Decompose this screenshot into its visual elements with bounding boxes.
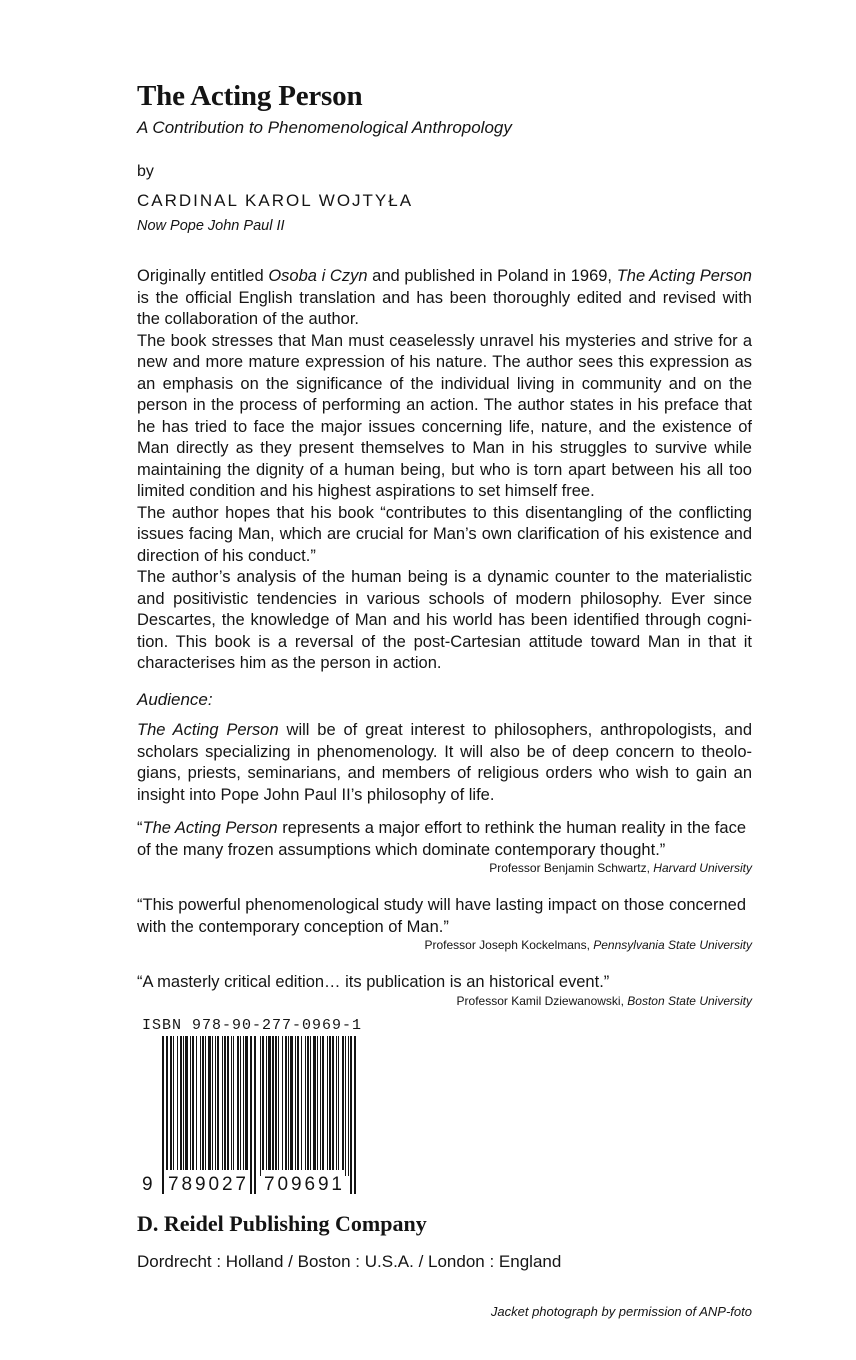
review-quote-1	[137, 818, 752, 875]
barcode-bar	[245, 1036, 248, 1176]
barcode-bar	[190, 1036, 191, 1176]
barcode-left-digits: 789027	[168, 1174, 246, 1194]
photo-credit: Jacket photograph by permission of ANP-foto	[490, 1304, 752, 1319]
barcode-bar	[260, 1036, 261, 1176]
original-title: Osoba i Czyn	[268, 267, 368, 285]
barcode-bar	[170, 1036, 172, 1176]
barcode-bar	[180, 1036, 182, 1176]
barcode-bar	[200, 1036, 201, 1176]
description-paragraph-4: The author’s analysis of the human being is a dynamic counter to the materialistic and positivistic tendencies in various schools of modern philosophy. Ever since Descartes, the knowledge of Man and his world has been identified through cognition. This book is a reversal of the post-Cartesian attitude toward Man in that it characterises him as the person in action.	[137, 568, 752, 672]
barcode-bar	[205, 1036, 206, 1176]
quote-attribution: Professor Joseph Kockelmans, Pennsylvania State University	[424, 938, 752, 952]
barcode-bar	[275, 1036, 277, 1176]
barcode-bar	[317, 1036, 318, 1176]
author-name: CARDINAL KAROL WOJTYŁA	[137, 191, 414, 210]
author-note: Now Pope John Paul II	[137, 218, 285, 234]
barcode-bar	[301, 1036, 302, 1176]
barcode-bar	[332, 1036, 334, 1176]
barcode-bar	[266, 1036, 267, 1176]
barcode-bar	[222, 1036, 223, 1176]
barcode-right-digits: 709691	[264, 1174, 342, 1194]
audience-text: The Acting Person will be of great interest to philosophers, anthropologists, and scholars specializing in phenomenology. It will also be of deep concern to theologians, priests, seminarians, and members of religious orders who wish to gain an insight into Pope John Paul II’s philosophy of life.	[137, 721, 752, 804]
barcode-bar	[243, 1036, 244, 1176]
publisher-locations: Dordrecht : Holland / Boston : U.S.A. / London : England	[137, 1252, 562, 1271]
description-paragraph-3: The author hopes that his book “contributes to this disentangling of the conflicting issues facing Man, which are crucial for Man’s own clarification of his existence and direction of his conduct.”	[137, 503, 752, 565]
barcode-guard-bar	[254, 1036, 256, 1194]
barcode-bar	[212, 1036, 213, 1176]
barcode-bar	[231, 1036, 232, 1176]
description	[137, 266, 752, 675]
review-quote-3	[137, 972, 752, 1008]
barcode-bar	[268, 1036, 271, 1176]
barcode-lead-digit: 9	[142, 1174, 153, 1194]
barcode-bar	[297, 1036, 299, 1176]
barcode-bar	[345, 1036, 346, 1176]
book-title-inline: The Acting Person	[616, 267, 752, 285]
barcode-bar	[307, 1036, 309, 1176]
barcode-guard-bar	[250, 1036, 252, 1194]
barcode-bar	[177, 1036, 178, 1176]
barcode-bar	[282, 1036, 283, 1176]
barcode-bar	[215, 1036, 216, 1176]
barcode-bar	[217, 1036, 219, 1176]
publisher-name: D. Reidel Publishing Company	[137, 1211, 427, 1236]
barcode-bar	[295, 1036, 296, 1176]
barcode-bar	[227, 1036, 229, 1176]
barcode-bar	[329, 1036, 331, 1176]
book-subtitle: A Contribution to Phenomenological Anthropology	[137, 118, 512, 137]
quote-text: “The Acting Person represents a major effort to rethink the human reality in the face of the many frozen assumptions which dominate contemporary thought.”	[137, 819, 746, 859]
by-label: by	[137, 163, 154, 180]
barcode-bar	[327, 1036, 328, 1176]
barcode-bar	[233, 1036, 234, 1176]
barcode-bar	[185, 1036, 188, 1176]
barcode-bar	[338, 1036, 339, 1176]
barcode-bar	[202, 1036, 204, 1176]
description-paragraph-2: The book stresses that Man must ceaselessly unravel his mysteries and strive for a new and more mature expression of his nature. The author sees this expression as an emphasis on the significance of the individual living in community and on the person in the process of performing an action. The author states in his preface that he has tried to face the major issues concerning life, nature, and the existence of Man directly as they present themselves to Man in his struggles to survive while maintaining the dignity of a human being, but who is torn apart between his all too limited condition and his highest aspirations to set himself free.	[137, 331, 752, 500]
barcode-bar	[320, 1036, 321, 1176]
barcode-bar	[313, 1036, 316, 1176]
barcode-bar	[237, 1036, 239, 1176]
barcode-bar	[224, 1036, 226, 1176]
quote-text: “This powerful phenomenological study will have lasting impact on those concerned with the contemporary conception of Man.”	[137, 896, 747, 936]
description-paragraph-1: Originally entitled Osoba i Czyn and published in Poland in 1969, The Acting Person is the official English translation and has been thoroughly edited and revised with the collaboration of the author.	[137, 267, 752, 328]
barcode-bar	[278, 1036, 279, 1176]
barcode-bar	[196, 1036, 197, 1176]
audience-heading: Audience:	[137, 690, 213, 709]
book-title: The Acting Person	[137, 80, 363, 112]
barcode-bar	[240, 1036, 241, 1176]
barcode-bar	[183, 1036, 184, 1176]
barcode-bar	[173, 1036, 174, 1176]
barcode-guard-bar	[162, 1036, 164, 1194]
quote-attribution: Professor Kamil Dziewanowski, Boston State University	[456, 993, 752, 1008]
barcode-bar	[322, 1036, 324, 1176]
barcode-bar	[305, 1036, 306, 1176]
review-quote-2	[137, 895, 752, 952]
barcode-bar	[348, 1036, 349, 1176]
barcode-bar	[288, 1036, 289, 1176]
barcode-guard-bar	[354, 1036, 356, 1194]
barcode-bar	[192, 1036, 194, 1176]
barcode	[142, 1036, 362, 1194]
quote-attribution: Professor Benjamin Schwartz, Harvard University	[489, 861, 752, 875]
barcode-bar	[336, 1036, 337, 1176]
barcode-bar	[262, 1036, 264, 1176]
isbn-number: ISBN 978-90-277-0969-1	[142, 1017, 363, 1034]
barcode-bar	[290, 1036, 293, 1176]
quote-text: “A masterly critical edition… its publication is an historical event.”	[137, 973, 610, 991]
barcode-bar	[272, 1036, 274, 1176]
barcode-bar	[285, 1036, 287, 1176]
barcode-bar	[342, 1036, 344, 1176]
barcode-bar	[208, 1036, 211, 1176]
barcode-bar	[310, 1036, 311, 1176]
barcode-guard-bar	[350, 1036, 352, 1194]
